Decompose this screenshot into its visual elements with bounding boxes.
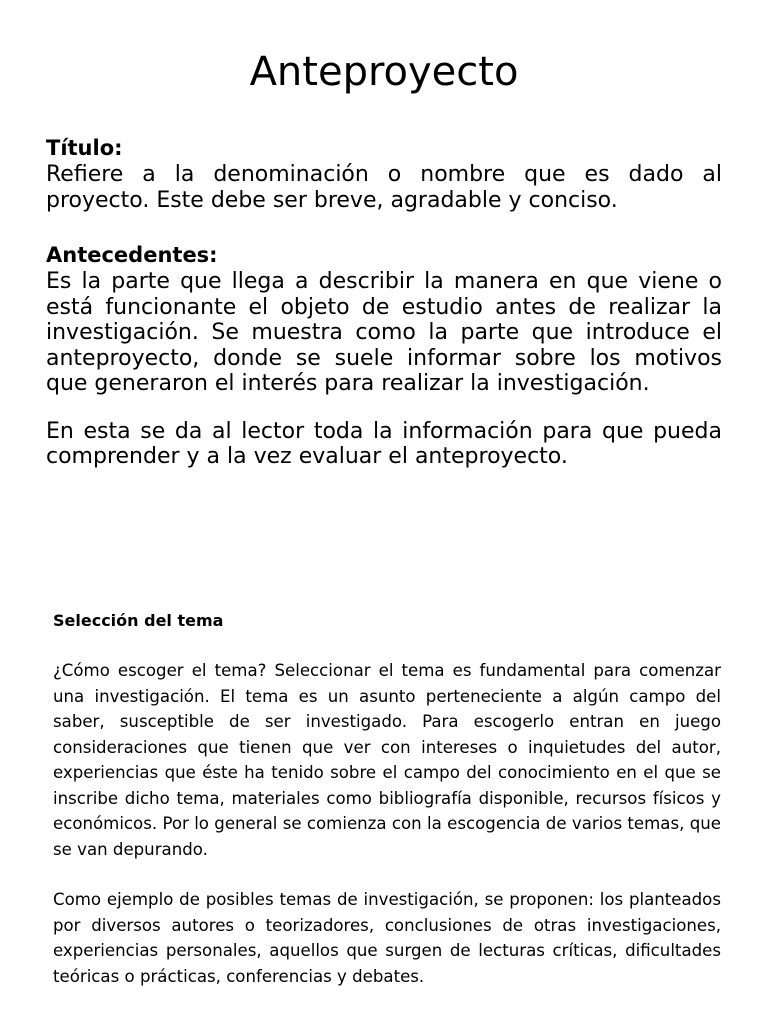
section-heading: Selección del tema <box>53 611 224 630</box>
spacer <box>46 213 722 241</box>
titulo-paragraph: Refiere a la denominación o nombre que es dado al proyecto. Este debe ser breve, agradable y conciso. <box>46 162 722 213</box>
antecedentes-heading: Antecedentes: <box>46 243 218 267</box>
spacer <box>53 634 721 658</box>
antecedentes-paragraph-2: En esta se da al lector toda la información para que pueda comprender y a la vez evaluar el anteproyecto. <box>46 418 722 469</box>
spacer <box>46 397 722 419</box>
page-title: Anteproyecto <box>249 49 519 95</box>
section-paragraph-2: Como ejemplo de posibles temas de investigación, se proponen: los planteados por diversos autores o teorizadores, conclusiones de otras investigaciones, experiencias personales, aquellos que surgen de lecturas críticas, dificultades teóricas o prácticas, conferencias y debates. <box>53 890 721 986</box>
document-section <box>53 608 721 989</box>
antecedentes-paragraph: Es la parte que llega a describir la manera en que viene o está funcionante el objeto de estudio antes de realizar la investigación. Se muestra como la parte que introduce el anteproyecto, donde se suele informar sobre los motivos que generaron el interés para realizar la investigación. <box>46 269 722 396</box>
titulo-heading: Título: <box>46 136 123 160</box>
slide-body <box>46 134 722 470</box>
spacer <box>53 862 721 887</box>
section-paragraph-1: ¿Cómo escoger el tema? Seleccionar el tema es fundamental para comenzar una investigación. El tema es un asunto perteneciente a algún campo del saber, susceptible de ser investigado. Para escogerlo entran en juego consideraciones que tienen que ver con intereses o inquietudes del autor, experiencias que éste ha tenido sobre el campo del conocimiento en el que se inscribe dicho tema, materiales como bibliografía disponible, recursos físicos y económicos. Por lo general se comienza con la escogencia de varios temas, que se van depurando. <box>53 661 721 859</box>
